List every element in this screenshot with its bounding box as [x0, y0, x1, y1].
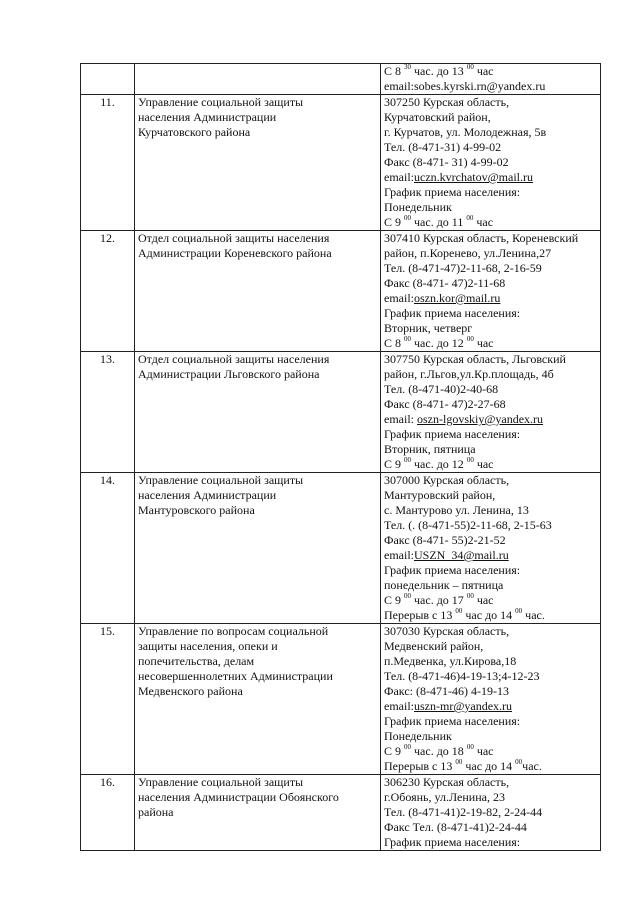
- contact-line: Факс: (8-471-46) 4-19-13: [384, 684, 509, 698]
- time-text: час.: [522, 608, 545, 622]
- contact-line: Вторник, четверг: [384, 321, 473, 335]
- email-label: email:: [384, 291, 414, 305]
- email-address[interactable]: oszn.kor@mail.ru: [414, 291, 501, 305]
- name-line: Управление социальной защиты: [138, 95, 304, 109]
- table-row: [81, 473, 601, 624]
- contact-line: График приема населения:: [384, 835, 521, 849]
- time-text: Перерыв с 13: [384, 608, 456, 622]
- schedule-line: [384, 457, 597, 472]
- table-row: [81, 352, 601, 473]
- contact-info: [381, 64, 601, 95]
- table-row: [81, 95, 601, 231]
- row-number: 15.: [81, 624, 135, 775]
- time-minutes: 00: [466, 63, 474, 71]
- contact-info: [381, 231, 601, 352]
- name-line: района: [138, 805, 174, 819]
- time-minutes: 00: [466, 456, 474, 464]
- time-minutes: 00: [404, 214, 412, 222]
- table-row: [81, 624, 601, 775]
- contact-line: 307000 Курская область,: [384, 473, 510, 487]
- name-line: Управление по вопросам социальной: [138, 624, 329, 638]
- time-text: час: [473, 744, 494, 758]
- time-minutes: 00: [404, 592, 412, 600]
- time-minutes: 00: [466, 214, 474, 222]
- institution-name: [135, 775, 381, 851]
- name-line: Отдел социальной защиты населения: [138, 231, 330, 245]
- contact-line: Тел. (8-471-40)2-40-68: [384, 382, 499, 396]
- contact-line: 307750 Курская область, Льговский: [384, 352, 566, 366]
- contact-line: Тел. (8-471-41)2-19-82, 2-24-44: [384, 805, 543, 819]
- contact-line: район, г.Льгов,ул.Кр.площадь, 4б: [384, 367, 554, 381]
- time-text: С 9: [384, 457, 405, 471]
- institution-name: [135, 95, 381, 231]
- name-line: Администрации Кореневского района: [138, 246, 332, 260]
- time-minutes: 00: [466, 335, 474, 343]
- contact-line: Факс (8-471- 47)2-27-68: [384, 397, 506, 411]
- time-text: час. до 11: [411, 215, 467, 229]
- email-label: email:: [384, 170, 414, 184]
- row-number: 13.: [81, 352, 135, 473]
- time-text: С 8: [384, 64, 405, 78]
- time-text: час до 14: [462, 608, 516, 622]
- institution-name: [135, 624, 381, 775]
- schedule-line: [384, 759, 597, 774]
- time-text: С 9: [384, 215, 405, 229]
- schedule-line: [384, 608, 597, 623]
- time-minutes: 00: [466, 592, 474, 600]
- name-line: Управление социальной защиты: [138, 775, 304, 789]
- contact-line: Вторник, пятница: [384, 442, 476, 456]
- time-text: час. до 17: [411, 593, 467, 607]
- time-minutes: 00: [515, 758, 523, 766]
- contact-line: с. Мантурово ул. Ленина, 13: [384, 503, 529, 517]
- table-row: [81, 64, 601, 95]
- time-text: С 8: [384, 336, 405, 350]
- contact-line: г.Обоянь, ул.Ленина, 23: [384, 790, 505, 804]
- name-line: Отдел социальной защиты населения: [138, 352, 330, 366]
- contact-line: Факс Тел. (8-471-41)2-24-44: [384, 820, 527, 834]
- name-line: попечительства, делам: [138, 654, 255, 668]
- row-number: 11.: [81, 95, 135, 231]
- email-label: email:: [384, 548, 414, 562]
- contact-line: График приема населения:: [384, 306, 521, 320]
- email-line: [384, 291, 597, 306]
- contact-line: Факс (8-471- 31) 4-99-02: [384, 155, 509, 169]
- email-line: [384, 170, 597, 185]
- contact-line: Тел. (. (8-471-55)2-11-68, 2-15-63: [384, 518, 552, 532]
- time-text: С 9: [384, 744, 405, 758]
- time-text: час: [473, 457, 494, 471]
- contact-line: График приема населения:: [384, 185, 521, 199]
- contact-line: г. Курчатов, ул. Молодежная, 5в: [384, 125, 547, 139]
- contact-line: Понедельник: [384, 729, 452, 743]
- institution-name: [135, 64, 381, 95]
- contact-info: [381, 473, 601, 624]
- contact-line: 307250 Курская область,: [384, 95, 510, 109]
- contact-line: Медвенский район,: [384, 639, 484, 653]
- time-minutes: 00: [455, 758, 463, 766]
- email-line: [384, 412, 597, 427]
- email-address[interactable]: uczn.kvrchatov@mail.ru: [414, 170, 534, 184]
- time-minutes: 00: [404, 456, 412, 464]
- contact-line: район, п.Коренево, ул.Ленина,27: [384, 246, 552, 260]
- time-text: С 9: [384, 593, 405, 607]
- contact-line: График приема населения:: [384, 427, 521, 441]
- email-address[interactable]: uszn-mr@yandex.ru: [414, 699, 513, 713]
- time-text: час. до 13: [411, 64, 467, 78]
- email-address[interactable]: USZN_34@mail.ru: [414, 548, 509, 562]
- schedule-line: [384, 744, 597, 759]
- email-line: [384, 699, 597, 714]
- contact-line: Понедельник: [384, 200, 452, 214]
- time-text: час. до 12: [411, 457, 467, 471]
- contact-info: [381, 352, 601, 473]
- contact-line: График приема населения:: [384, 563, 521, 577]
- time-text: час: [473, 215, 494, 229]
- contact-info: [381, 624, 601, 775]
- institutions-table: [80, 63, 601, 851]
- name-line: несовершеннолетних Администрации: [138, 669, 333, 683]
- name-line: населения Администрации: [138, 488, 277, 502]
- time-minutes: 30: [404, 63, 412, 71]
- time-minutes: 00: [466, 743, 474, 751]
- schedule-line: [384, 336, 597, 351]
- time-text: час: [473, 593, 494, 607]
- contact-line: 307030 Курская область,: [384, 624, 510, 638]
- name-line: Мантуровского района: [138, 503, 255, 517]
- row-number: 14.: [81, 473, 135, 624]
- contact-info: [381, 95, 601, 231]
- time-minutes: 00: [404, 335, 412, 343]
- row-number: [81, 64, 135, 95]
- name-line: Администрации Льговского района: [138, 367, 320, 381]
- table-row: [81, 775, 601, 851]
- time-text: час.: [522, 759, 542, 773]
- contact-line: График приема населения:: [384, 714, 521, 728]
- contact-info: [381, 775, 601, 851]
- schedule-line: [384, 64, 597, 79]
- schedule-line: [384, 593, 597, 608]
- time-text: час до 14: [462, 759, 516, 773]
- name-line: Медвенского района: [138, 684, 243, 698]
- schedule-line: [384, 215, 597, 230]
- time-minutes: 00: [515, 607, 523, 615]
- contact-line: Тел. (8-471-46)4-19-13;4-12-23: [384, 669, 540, 683]
- contact-line: email:sobes.kyrski.rn@yandex.ru: [384, 79, 546, 93]
- contact-line: Мантуровский район,: [384, 488, 496, 502]
- contact-line: Факс (8-471- 55)2-21-52: [384, 533, 506, 547]
- time-text: час. до 12: [411, 336, 467, 350]
- contact-line: Факс (8-471- 47)2-11-68: [384, 276, 506, 290]
- table-body: [81, 64, 601, 851]
- institution-name: [135, 231, 381, 352]
- institution-name: [135, 352, 381, 473]
- row-number: 12.: [81, 231, 135, 352]
- time-text: Перерыв с 13: [384, 759, 456, 773]
- email-label: email:: [384, 412, 417, 426]
- contact-line: понедельник – пятница: [384, 578, 504, 592]
- name-line: защиты населения, опеки и: [138, 639, 278, 653]
- time-minutes: 00: [404, 743, 412, 751]
- time-text: час. до 18: [411, 744, 467, 758]
- time-minutes: 00: [455, 607, 463, 615]
- contact-line: 307410 Курская область, Кореневский: [384, 231, 579, 245]
- name-line: населения Администрации: [138, 110, 277, 124]
- contact-line: 306230 Курская область,: [384, 775, 510, 789]
- email-line: [384, 548, 597, 563]
- institution-name: [135, 473, 381, 624]
- time-text: час: [473, 336, 494, 350]
- name-line: населения Администрации Обоянского: [138, 790, 339, 804]
- email-address[interactable]: oszn-lgovskiy@yandex.ru: [417, 412, 544, 426]
- time-text: час: [473, 64, 494, 78]
- table-row: [81, 231, 601, 352]
- contact-line: Курчатовский район,: [384, 110, 491, 124]
- row-number: 16.: [81, 775, 135, 851]
- contact-line: п.Медвенка, ул.Кирова,18: [384, 654, 517, 668]
- contact-line: Тел. (8-471-47)2-11-68, 2-16-59: [384, 261, 542, 275]
- name-line: Курчатовского района: [138, 125, 251, 139]
- contact-line: Тел. (8-471-31) 4-99-02: [384, 140, 502, 154]
- name-line: Управление социальной защиты: [138, 473, 304, 487]
- email-label: email:: [384, 699, 414, 713]
